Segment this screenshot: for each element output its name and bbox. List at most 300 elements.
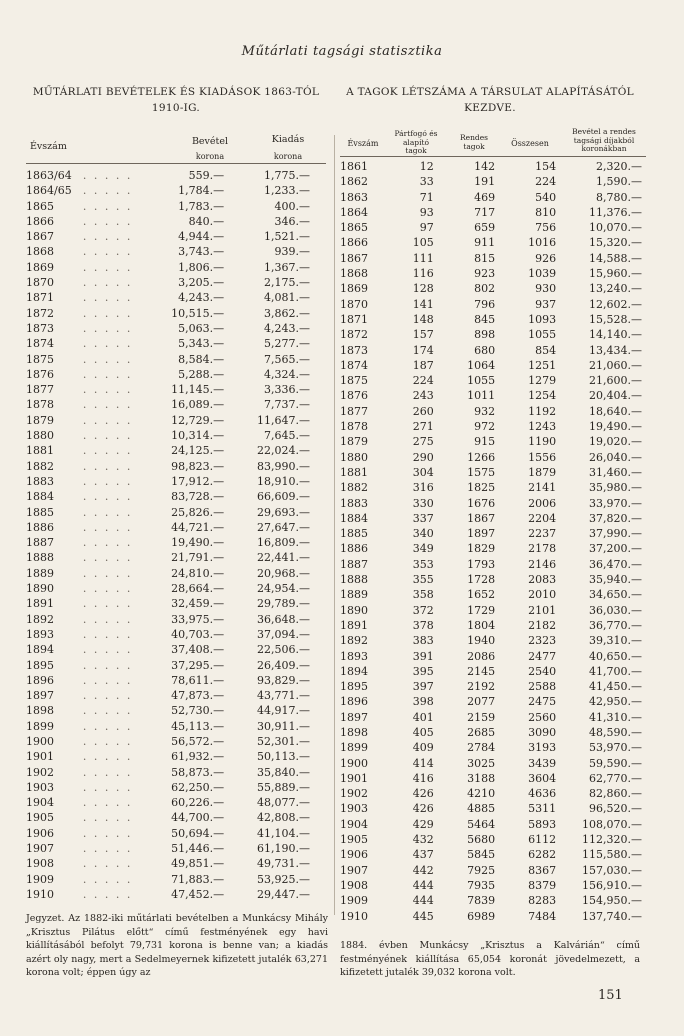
year-cell: 1890: [26, 582, 54, 596]
fees-cell: 21,600.—: [589, 374, 642, 388]
table-row: [340, 756, 650, 771]
table-row: [340, 373, 650, 388]
patrons-cell: 353: [412, 557, 434, 571]
leader-dots: . . . . .: [82, 383, 133, 397]
patrons-cell: 187: [412, 358, 434, 372]
table-row: [26, 459, 326, 474]
fees-cell: 40,650.—: [589, 649, 642, 663]
year-cell: 1869: [26, 260, 54, 274]
income-cell: 32,459.—: [171, 597, 225, 611]
year-cell: 1862: [340, 175, 368, 189]
patrons-cell: 157: [412, 328, 434, 342]
year-cell: 1868: [26, 245, 54, 259]
year-cell: 1890: [340, 603, 368, 617]
income-cell: 50,694.—: [171, 826, 225, 840]
leader-dots: . . . . .: [82, 872, 133, 886]
total-cell: 2204: [528, 511, 557, 525]
table-row: [26, 290, 326, 305]
regular-cell: 802: [474, 282, 496, 296]
expense-cell: 7,645.—: [264, 429, 310, 443]
regular-cell: 2784: [467, 741, 496, 755]
total-cell: 1279: [528, 374, 557, 388]
year-cell: 1875: [340, 374, 368, 388]
table-row: [26, 397, 326, 412]
year-cell: 1879: [26, 413, 54, 427]
leader-dots: . . . . .: [82, 413, 133, 427]
table-row: [26, 872, 326, 887]
total-cell: 8283: [528, 894, 557, 908]
leader-dots: . . . . .: [82, 719, 133, 733]
leader-dots: . . . . .: [82, 780, 133, 794]
table-row: [26, 765, 326, 780]
income-cell: 11,145.—: [171, 383, 225, 397]
table-row: [26, 428, 326, 443]
total-cell: 540: [535, 190, 557, 204]
table-row: [340, 771, 650, 786]
table-row: [340, 190, 650, 205]
regular-cell: 2077: [467, 695, 496, 709]
regular-cell: 1804: [467, 618, 496, 632]
total-cell: 8367: [528, 863, 557, 877]
table-row: [26, 703, 326, 718]
year-cell: 1877: [26, 383, 54, 397]
table-row: [26, 168, 326, 183]
expense-cell: 48,077.—: [257, 796, 310, 810]
expense-cell: 3,336.—: [264, 383, 310, 397]
regular-cell: 717: [474, 205, 496, 219]
fees-cell: 53,970.—: [589, 741, 642, 755]
table-row: [340, 587, 650, 602]
regular-cell: 142: [474, 160, 496, 173]
year-cell: 1896: [340, 695, 368, 709]
income-cell: 25,826.—: [171, 505, 225, 519]
table-row: [26, 321, 326, 336]
year-cell: 1872: [26, 306, 54, 320]
table-row: [340, 251, 650, 266]
expense-cell: 18,910.—: [257, 474, 310, 488]
total-cell: 2146: [528, 557, 557, 571]
regular-cell: 1867: [467, 511, 496, 525]
patrons-cell: 397: [412, 680, 434, 694]
fees-cell: 13,240.—: [589, 282, 642, 296]
fees-cell: 31,460.—: [589, 465, 642, 479]
left-header-rule: [26, 163, 326, 164]
year-cell: 1905: [340, 833, 368, 847]
year-cell: 1891: [340, 618, 368, 632]
regular-cell: 923: [474, 267, 496, 281]
regular-cell: 1729: [467, 603, 496, 617]
expense-cell: 29,447.—: [257, 887, 310, 901]
income-cell: 559.—: [188, 169, 225, 182]
total-cell: 1039: [528, 267, 557, 281]
total-cell: 810: [535, 205, 557, 219]
fees-cell: 41,450.—: [589, 680, 642, 694]
regular-cell: 7839: [467, 894, 496, 908]
total-cell: 2006: [528, 496, 557, 510]
income-cell: 1,806.—: [178, 260, 225, 274]
leader-dots: . . . . .: [82, 658, 133, 672]
table-row: [340, 679, 650, 694]
leader-dots: . . . . .: [82, 367, 133, 381]
expense-cell: 93,829.—: [257, 673, 310, 687]
regular-cell: 815: [474, 251, 496, 265]
regular-cell: 1652: [467, 588, 496, 602]
table-row: [340, 740, 650, 755]
leader-dots: . . . . .: [82, 214, 133, 228]
year-cell: 1868: [340, 267, 368, 281]
income-cell: 40,703.—: [171, 627, 225, 641]
expense-cell: 7,737.—: [264, 398, 310, 412]
table-row: [340, 618, 650, 633]
year-cell: 1864/65: [26, 184, 72, 198]
year-cell: 1897: [340, 710, 368, 724]
year-cell: 1881: [26, 444, 54, 458]
expense-cell: 20,968.—: [257, 566, 310, 580]
column-divider: [334, 135, 335, 915]
table-row: [26, 199, 326, 214]
leader-dots: . . . . .: [82, 750, 133, 764]
total-cell: 2182: [528, 618, 557, 632]
leader-dots: . . . . .: [82, 352, 133, 366]
table-row: [340, 327, 650, 342]
regular-cell: 2685: [467, 725, 496, 739]
income-cell: 49,851.—: [171, 857, 225, 871]
patrons-cell: 391: [412, 649, 434, 663]
year-cell: 1882: [26, 459, 54, 473]
expense-cell: 29,693.—: [257, 505, 310, 519]
expense-cell: 50,113.—: [257, 750, 310, 764]
table-row: [340, 297, 650, 312]
total-cell: 2178: [528, 542, 557, 556]
leader-dots: . . . . .: [82, 245, 133, 259]
table-row: [26, 841, 326, 856]
income-cell: 5,343.—: [178, 337, 225, 351]
year-cell: 1895: [26, 658, 54, 672]
patrons-cell: 148: [412, 312, 434, 326]
expense-cell: 4,324.—: [264, 367, 310, 381]
table-row: [26, 520, 326, 535]
regular-cell: 6989: [467, 909, 496, 923]
total-cell: 854: [535, 343, 557, 357]
income-cell: 83,728.—: [171, 490, 225, 504]
year-cell: 1889: [26, 566, 54, 580]
year-cell: 1886: [26, 520, 54, 534]
leader-dots: . . . . .: [82, 276, 133, 290]
regular-cell: 1793: [467, 557, 496, 571]
year-cell: 1892: [26, 612, 54, 626]
year-cell: 1865: [26, 199, 54, 213]
year-cell: 1889: [340, 588, 368, 602]
year-cell: 1879: [340, 435, 368, 449]
fees-cell: 21,060.—: [589, 358, 642, 372]
table-row: [340, 159, 650, 174]
table-row: [26, 642, 326, 657]
regular-cell: 5680: [467, 833, 496, 847]
year-cell: 1904: [26, 796, 54, 810]
table-row: [340, 266, 650, 281]
expense-cell: 24,954.—: [257, 582, 310, 596]
income-cell: 10,515.—: [171, 306, 225, 320]
total-cell: 1251: [528, 358, 557, 372]
year-cell: 1873: [340, 343, 368, 357]
left-section-heading: MŰTÁRLATI BEVÉTELEK ÉS KIADÁSOK 1863-TÓL 1910-IG.: [32, 86, 320, 114]
income-cell: 28,664.—: [171, 582, 225, 596]
table-row: [26, 612, 326, 627]
expense-cell: 35,840.—: [257, 765, 310, 779]
income-cell: 58,873.—: [171, 765, 225, 779]
total-cell: 1879: [528, 465, 557, 479]
leader-dots: . . . . .: [82, 459, 133, 473]
table-row: [340, 343, 650, 358]
patrons-cell: 442: [412, 863, 434, 877]
year-cell: 1898: [340, 725, 368, 739]
table-row: [26, 887, 326, 902]
regular-cell: 1829: [467, 542, 496, 556]
table-row: [340, 710, 650, 725]
table-row: [340, 603, 650, 618]
year-cell: 1907: [340, 863, 368, 877]
income-cell: 10,314.—: [171, 429, 225, 443]
income-cell: 62,250.—: [171, 780, 225, 794]
fees-cell: 14,588.—: [589, 251, 642, 265]
table-row: [340, 465, 650, 480]
regular-cell: 5464: [467, 817, 496, 831]
leader-dots: . . . . .: [82, 169, 133, 182]
page-title: Műtárlati tagsági statisztika: [241, 44, 443, 59]
patrons-cell: 290: [412, 450, 434, 464]
patrons-cell: 174: [412, 343, 434, 357]
year-cell: 1906: [340, 848, 368, 862]
fees-cell: 12,602.—: [589, 297, 642, 311]
income-cell: 24,125.—: [171, 444, 225, 458]
income-cell: 56,572.—: [171, 734, 225, 748]
patrons-cell: 349: [412, 542, 434, 556]
fees-cell: 19,490.—: [589, 420, 642, 434]
leader-dots: . . . . .: [82, 842, 133, 856]
income-cell: 3,205.—: [178, 276, 225, 290]
right-col-total-header: Összesen: [511, 139, 549, 148]
table-row: [26, 795, 326, 810]
leader-dots: . . . . .: [82, 230, 133, 244]
fees-cell: 33,970.—: [589, 496, 642, 510]
year-cell: 1907: [26, 842, 54, 856]
fees-cell: 41,310.—: [589, 710, 642, 724]
fees-cell: 14,140.—: [589, 328, 642, 342]
patrons-cell: 445: [412, 909, 434, 923]
year-cell: 1876: [340, 389, 368, 403]
total-cell: 1192: [528, 404, 557, 418]
patrons-cell: 405: [412, 725, 434, 739]
year-cell: 1894: [26, 643, 54, 657]
regular-cell: 845: [474, 312, 496, 326]
table-row: [26, 688, 326, 703]
regular-cell: 191: [474, 175, 496, 189]
expense-cell: 37,094.—: [257, 627, 310, 641]
year-cell: 1908: [26, 857, 54, 871]
table-row: [26, 719, 326, 734]
expense-cell: 5,277.—: [264, 337, 310, 351]
table-row: [26, 183, 326, 198]
patrons-cell: 432: [412, 833, 434, 847]
income-cell: 4,944.—: [178, 230, 225, 244]
regular-cell: 659: [474, 221, 496, 235]
fees-cell: 48,590.—: [589, 725, 642, 739]
year-cell: 1864: [340, 205, 368, 219]
patrons-cell: 111: [412, 251, 434, 265]
patrons-cell: 141: [412, 297, 434, 311]
patrons-cell: 358: [412, 588, 434, 602]
year-cell: 1904: [340, 817, 368, 831]
income-cell: 98,823.—: [171, 459, 225, 473]
total-cell: 2141: [528, 481, 557, 495]
year-cell: 1880: [340, 450, 368, 464]
expense-cell: 4,081.—: [264, 291, 310, 305]
left-col-income-unit: korona: [195, 152, 225, 161]
regular-cell: 4885: [467, 802, 496, 816]
regular-cell: 2145: [467, 664, 496, 678]
fees-cell: 154,950.—: [582, 894, 642, 908]
expense-cell: 1,775.—: [264, 169, 310, 182]
expense-cell: 346.—: [274, 214, 310, 228]
right-note: 1884. évben Munkácsy „Krisztus a Kalvárián“ című festményének kiállítása 65,054 koronát jövedelmezett, a kifizetett jutalék 39,032 korona volt.: [340, 940, 640, 978]
total-cell: 5311: [528, 802, 557, 816]
leader-dots: . . . . .: [82, 337, 133, 351]
regular-cell: 796: [474, 297, 496, 311]
fees-cell: 36,470.—: [589, 557, 642, 571]
total-cell: 7484: [528, 909, 557, 923]
table-row: [340, 220, 650, 235]
income-cell: 8,584.—: [178, 352, 225, 366]
income-cell: 5,063.—: [178, 321, 225, 335]
income-cell: 21,791.—: [171, 551, 225, 565]
table-row: [340, 817, 650, 832]
fees-cell: 37,990.—: [589, 527, 642, 541]
expense-cell: 22,441.—: [257, 551, 310, 565]
income-cell: 44,700.—: [171, 811, 225, 825]
leader-dots: . . . . .: [82, 627, 133, 641]
expense-cell: 1,233.—: [264, 184, 310, 198]
regular-cell: 3025: [467, 756, 496, 770]
fees-cell: 35,980.—: [589, 481, 642, 495]
leader-dots: . . . . .: [82, 566, 133, 580]
patrons-cell: 426: [412, 787, 434, 801]
leader-dots: . . . . .: [82, 887, 133, 901]
regular-cell: 1825: [467, 481, 496, 495]
table-row: [340, 281, 650, 296]
total-cell: 6112: [528, 833, 557, 847]
income-cell: 51,446.—: [171, 842, 225, 856]
expense-cell: 2,175.—: [264, 276, 310, 290]
regular-cell: 1575: [467, 465, 496, 479]
table-row: [26, 749, 326, 764]
patrons-cell: 243: [412, 389, 434, 403]
regular-cell: 469: [474, 190, 496, 204]
expense-cell: 61,190.—: [257, 842, 310, 856]
fees-cell: 112,320.—: [582, 833, 642, 847]
leader-dots: . . . . .: [82, 643, 133, 657]
leader-dots: . . . . .: [82, 597, 133, 611]
total-cell: 2560: [528, 710, 557, 724]
total-cell: 930: [535, 282, 557, 296]
total-cell: 937: [535, 297, 557, 311]
year-cell: 1902: [340, 787, 368, 801]
table-row: [26, 810, 326, 825]
table-row: [26, 214, 326, 229]
year-cell: 1909: [340, 894, 368, 908]
table-row: [340, 312, 650, 327]
regular-cell: 1064: [467, 358, 496, 372]
table-row: [26, 734, 326, 749]
expense-cell: 1,367.—: [264, 260, 310, 274]
income-cell: 52,730.—: [171, 704, 225, 718]
expense-cell: 22,024.—: [257, 444, 310, 458]
table-row: [340, 235, 650, 250]
table-row: [26, 505, 326, 520]
leader-dots: . . . . .: [82, 260, 133, 274]
fees-cell: 2,320.—: [596, 160, 642, 173]
table-row: [340, 358, 650, 373]
table-row: [340, 909, 650, 924]
table-row: [340, 725, 650, 740]
leader-dots: . . . . .: [82, 505, 133, 519]
income-expense-table: [26, 168, 326, 902]
income-cell: 44,721.—: [171, 520, 225, 534]
page-number: 151: [598, 988, 623, 1003]
regular-cell: 932: [474, 404, 496, 418]
total-cell: 2323: [528, 634, 557, 648]
expense-cell: 3,862.—: [264, 306, 310, 320]
membership-table: [340, 159, 650, 924]
year-cell: 1877: [340, 404, 368, 418]
regular-cell: 915: [474, 435, 496, 449]
year-cell: 1873: [26, 321, 54, 335]
year-cell: 1870: [340, 297, 368, 311]
table-row: [340, 480, 650, 495]
table-row: [340, 541, 650, 556]
patrons-cell: 330: [412, 496, 434, 510]
expense-cell: 55,889.—: [257, 780, 310, 794]
table-row: [340, 404, 650, 419]
table-row: [340, 434, 650, 449]
fees-cell: 62,770.—: [589, 771, 642, 785]
regular-cell: 898: [474, 328, 496, 342]
expense-cell: 26,409.—: [257, 658, 310, 672]
fees-cell: 13,434.—: [589, 343, 642, 357]
table-row: [26, 306, 326, 321]
regular-cell: 1055: [467, 374, 496, 388]
table-row: [26, 550, 326, 565]
year-cell: 1898: [26, 704, 54, 718]
table-row: [26, 856, 326, 871]
year-cell: 1893: [340, 649, 368, 663]
table-row: [26, 780, 326, 795]
fees-cell: 82,860.—: [589, 787, 642, 801]
total-cell: 224: [535, 175, 557, 189]
total-cell: 1093: [528, 312, 557, 326]
table-row: [26, 244, 326, 259]
expense-cell: 36,648.—: [257, 612, 310, 626]
leader-dots: . . . . .: [82, 444, 133, 458]
fees-cell: 42,950.—: [589, 695, 642, 709]
expense-cell: 49,731.—: [257, 857, 310, 871]
patrons-cell: 33: [419, 175, 434, 189]
income-cell: 3,743.—: [178, 245, 225, 259]
regular-cell: 911: [474, 236, 496, 250]
income-cell: 47,452.—: [171, 887, 225, 901]
patrons-cell: 372: [412, 603, 434, 617]
leader-dots: . . . . .: [82, 612, 133, 626]
leader-dots: . . . . .: [82, 689, 133, 703]
